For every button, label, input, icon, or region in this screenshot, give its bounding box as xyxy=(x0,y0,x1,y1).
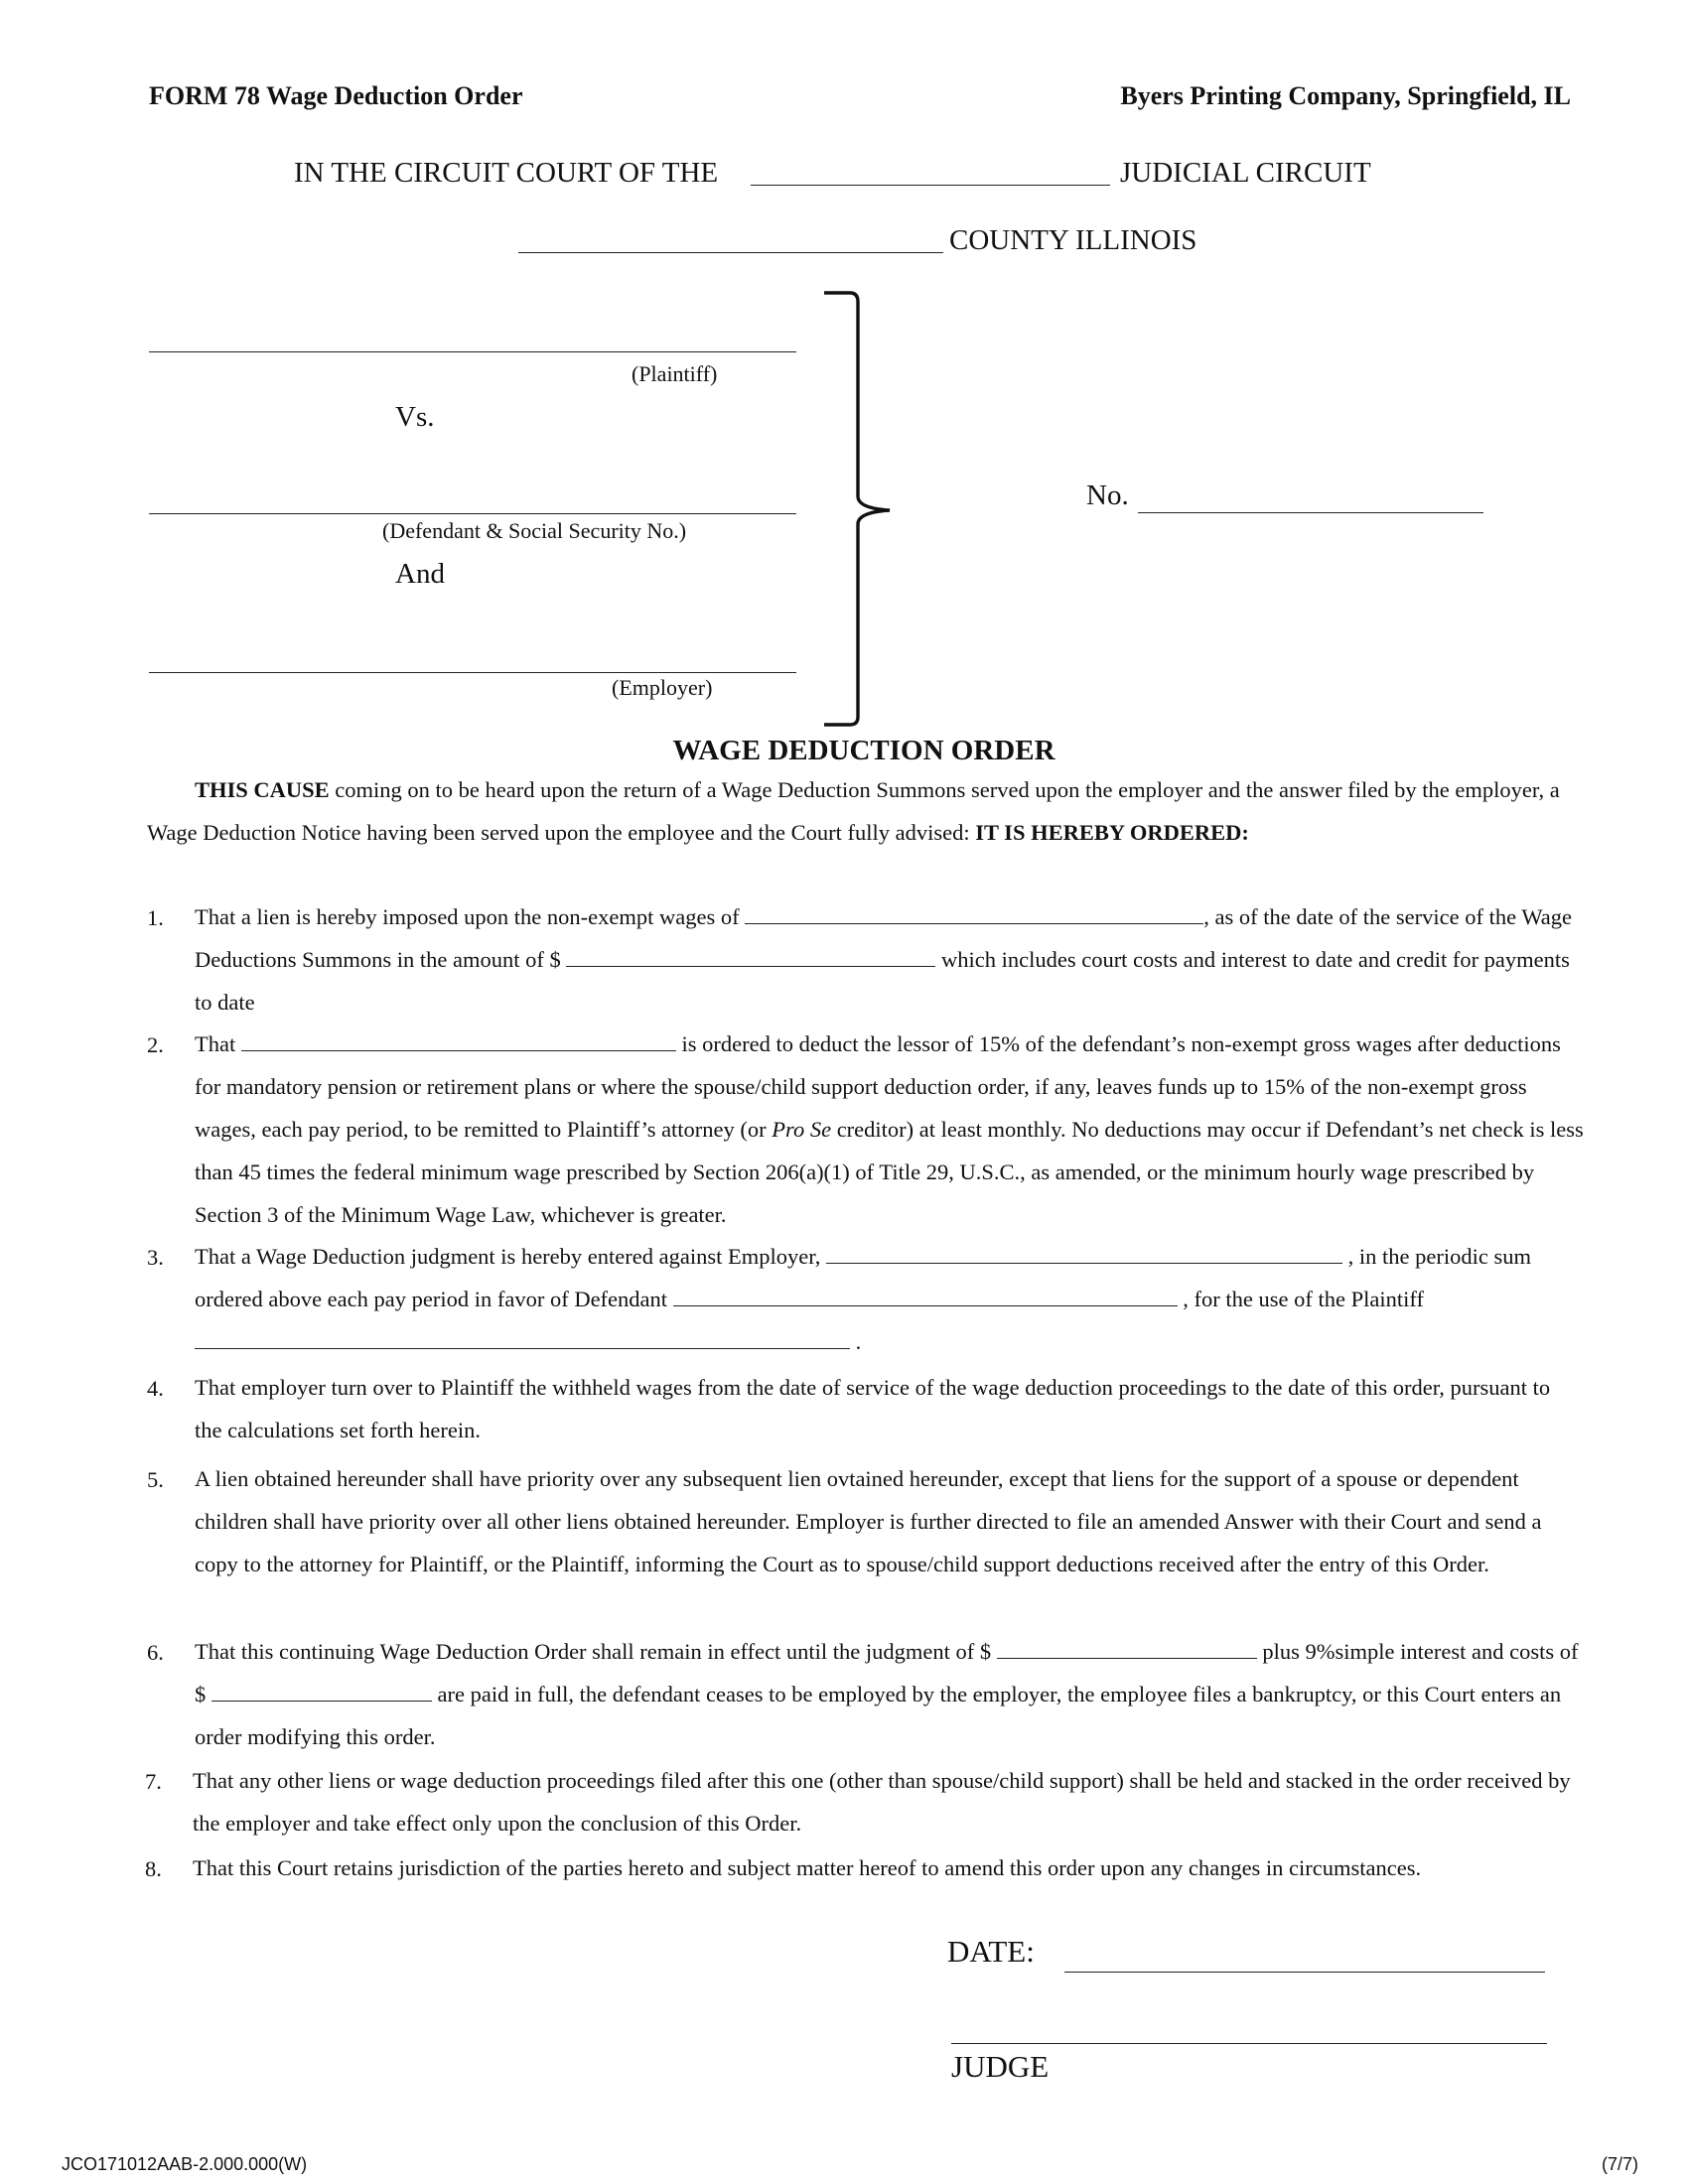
case-no-field[interactable] xyxy=(1138,512,1483,513)
caption-brace xyxy=(814,290,914,729)
case-no-label: No. xyxy=(1086,479,1129,511)
intro-paragraph xyxy=(147,768,1577,854)
item-3-number: 3. xyxy=(147,1245,164,1270)
item-6-text-c: are paid in full, the defendant ceases to be employed by the employer, the employee files a bankruptcy, or this Court enters an order modifying this order. xyxy=(195,1682,1562,1749)
county-suffix: COUNTY ILLINOIS xyxy=(949,224,1197,256)
item-1-text-b: , as of the date of the service of the Wage Deductions Summons in the amount of $ xyxy=(195,904,1572,972)
judgment-employer-field[interactable] xyxy=(826,1241,1342,1264)
employer-name-field[interactable] xyxy=(241,1028,676,1051)
item-2-italic: Pro Se xyxy=(772,1117,832,1142)
item-7-number: 7. xyxy=(145,1769,162,1794)
judge-signature-field[interactable] xyxy=(951,2043,1547,2044)
item-2 xyxy=(195,1023,1585,1236)
printer-name: Byers Printing Company, Springfield, IL xyxy=(1120,81,1571,110)
item-6-text-b: plus 9%simple interest and costs of $ xyxy=(195,1639,1579,1706)
item-3-text-b: , in the periodic sum ordered above each pay period in favor of Defendant xyxy=(195,1244,1532,1311)
intro-ordered: IT IS HEREBY ORDERED: xyxy=(975,820,1249,845)
form-code: JCO171012AAB-2.000.000(W) xyxy=(62,2154,308,2174)
plaintiff-label: (Plaintiff) xyxy=(632,361,718,386)
item-1-number: 1. xyxy=(147,905,164,930)
item-2-text-a: That xyxy=(195,1031,236,1056)
defendant-label: (Defendant & Social Security No.) xyxy=(382,518,687,543)
debtor-name-field[interactable] xyxy=(745,901,1203,924)
plaintiff-use-field[interactable] xyxy=(195,1326,850,1349)
item-3 xyxy=(195,1235,1585,1363)
lien-amount-field[interactable] xyxy=(566,944,935,967)
item-2-text-b: is ordered to deduct the lessor of 15% of the defendant’s non-exempt gross wages after deductions for mandatory pension or retirement plans or where the spouse/child support deduction order, if any, leaves funds up to 15% of the non-exempt gross wages, each pay period, to be remitted to Plaintiff’s attorney (or xyxy=(195,1031,1561,1142)
judge-label: JUDGE xyxy=(951,2049,1050,2084)
item-3-text-c: , for the use of the Plaintiff xyxy=(1183,1287,1424,1311)
date-label: DATE: xyxy=(947,1934,1035,1969)
page-number: (7/7) xyxy=(1601,2154,1638,2174)
costs-amount-field[interactable] xyxy=(211,1679,432,1702)
item-8-number: 8. xyxy=(145,1856,162,1881)
item-6-number: 6. xyxy=(147,1640,164,1665)
circuit-field[interactable] xyxy=(751,185,1110,186)
item-6-text-a: That this continuing Wage Deduction Order shall remain in effect until the judgment of $ xyxy=(195,1639,992,1664)
employer-label: (Employer) xyxy=(612,675,713,700)
county-field[interactable] xyxy=(518,252,943,253)
item-7: That any other liens or wage deduction proceedings filed after this one (other than spouse/child support) shall be held and stacked in the order received by the employer and take effect only upon the conclusion of this Order. xyxy=(193,1768,1571,1836)
item-1-text-a: That a lien is hereby imposed upon the non-exempt wages of xyxy=(195,904,740,929)
item-4-number: 4. xyxy=(147,1376,164,1401)
defendant-name-field[interactable] xyxy=(673,1284,1178,1306)
item-4: That employer turn over to Plaintiff the withheld wages from the date of service of the wage deduction proceedings to the date of this order, pursuant to the calculations set forth herein. xyxy=(195,1375,1551,1442)
judgment-amount-field[interactable] xyxy=(997,1636,1257,1659)
item-6 xyxy=(195,1630,1585,1758)
item-2-number: 2. xyxy=(147,1032,164,1057)
item-3-text-a: That a Wage Deduction judgment is hereby entered against Employer, xyxy=(195,1244,821,1269)
order-title: WAGE DEDUCTION ORDER xyxy=(672,735,1055,766)
item-5-number: 5. xyxy=(147,1467,164,1492)
versus-label: Vs. xyxy=(395,401,435,433)
intro-bold: THIS CAUSE xyxy=(195,777,330,802)
item-5: A lien obtained hereunder shall have priority over any subsequent lien ovtained hereunder, except that liens for the support of a spouse or dependent children shall have priority over all other liens obtained hereunder. Employer is further directed to file an amended Answer with their Court and send a copy to the attorney for Plaintiff, or the Plaintiff, informing the Court as to spouse/child support deductions received after the entry of this Order. xyxy=(195,1466,1542,1576)
plaintiff-field[interactable] xyxy=(149,351,796,352)
item-8: That this Court retains jurisdiction of the parties hereto and subject matter hereof to amend this order upon any changes in circumstances. xyxy=(193,1855,1422,1880)
intro-text: coming on to be heard upon the return of a Wage Deduction Summons served upon the employer and the answer filed by the employer, a Wage Deduction Notice having been served upon the employee and the Court fully advised: xyxy=(147,777,1560,845)
date-field[interactable] xyxy=(1064,1972,1545,1973)
court-prefix: IN THE CIRCUIT COURT OF THE xyxy=(294,157,719,189)
item-1-text-c: which includes court costs and interest to date and credit for payments to date xyxy=(195,947,1570,1015)
item-1 xyxy=(195,895,1581,1024)
and-label: And xyxy=(395,558,445,590)
item-2-text-c: creditor) at least monthly. No deductions may occur if Defendant’s net check is less than 45 times the federal minimum wage prescribed by Section 206(a)(1) of Title 29, U.S.C., as amended, or the minimum hourly wage prescribed by Section 3 of the Minimum Wage Law, whichever is greater. xyxy=(195,1117,1584,1227)
defendant-field[interactable] xyxy=(149,513,796,514)
form-title: FORM 78 Wage Deduction Order xyxy=(149,81,523,110)
employer-field[interactable] xyxy=(149,672,796,673)
court-suffix: JUDICIAL CIRCUIT xyxy=(1120,157,1371,189)
item-3-text-d: . xyxy=(855,1329,862,1354)
